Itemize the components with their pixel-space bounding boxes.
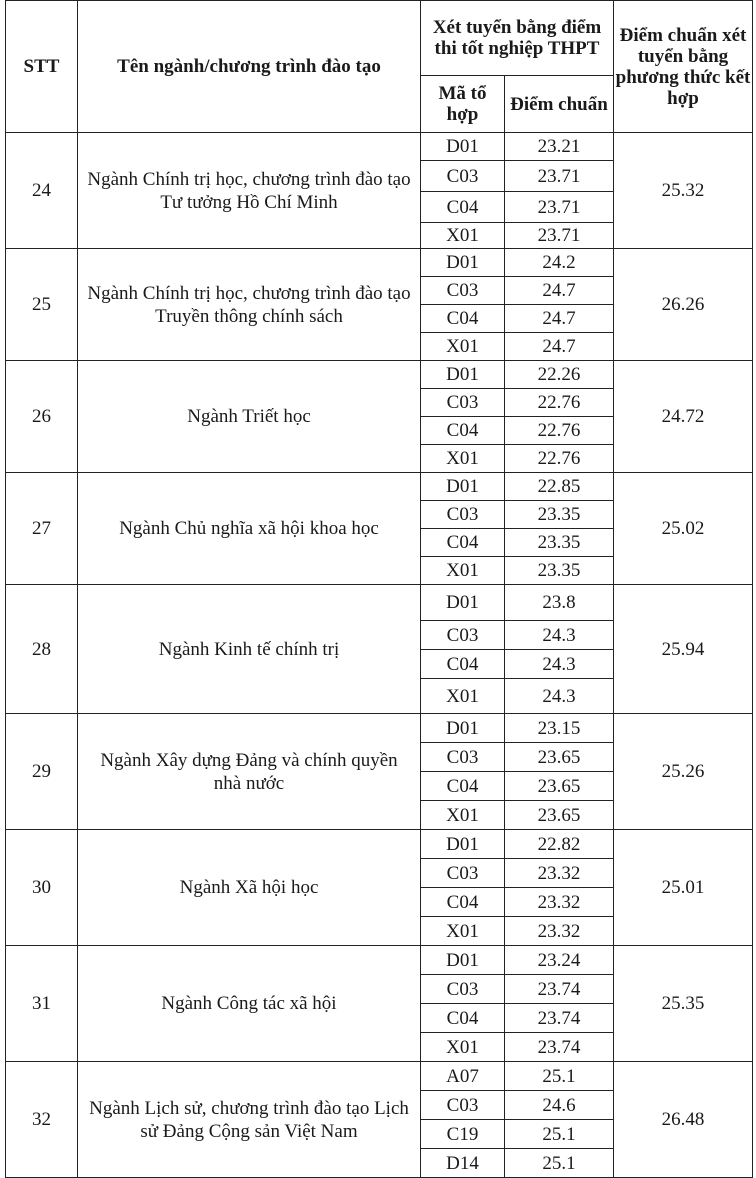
row-combo-code: C03 (421, 501, 505, 529)
row-combo-code: C03 (421, 621, 505, 650)
row-cutoff-score: 23.21 (505, 133, 614, 161)
row-cutoff-score: 23.15 (505, 714, 614, 743)
row-cutoff-score: 23.35 (505, 501, 614, 529)
row-program-name: Ngành Lịch sử, chương trình đào tạo Lịch sử Đảng Cộng sản Việt Nam (78, 1062, 421, 1178)
row-combo-code: X01 (421, 557, 505, 585)
row-combo-code: D01 (421, 830, 505, 859)
table-row (6, 946, 753, 975)
row-cutoff-score: 24.7 (505, 305, 614, 333)
row-combo-code: C03 (421, 743, 505, 772)
table-row (6, 361, 753, 389)
row-combo-code: C04 (421, 192, 505, 223)
row-combined-score: 26.48 (614, 1062, 753, 1178)
row-combo-code: X01 (421, 445, 505, 473)
row-combo-code: X01 (421, 801, 505, 830)
row-program-name: Ngành Triết học (78, 361, 421, 473)
table-row (6, 585, 753, 621)
row-stt: 28 (6, 585, 78, 714)
row-program-name: Ngành Kinh tế chính trị (78, 585, 421, 714)
row-combo-code: D01 (421, 361, 505, 389)
table-row (6, 830, 753, 859)
row-program-name: Ngành Xã hội học (78, 830, 421, 946)
header-program: Tên ngành/chương trình đào tạo (78, 1, 421, 133)
row-combo-code: C03 (421, 1091, 505, 1120)
row-combo-code: C04 (421, 417, 505, 445)
row-program-name: Ngành Chính trị học, chương trình đào tạo Truyền thông chính sách (78, 249, 421, 361)
row-combined-score: 25.02 (614, 473, 753, 585)
row-combined-score: 24.72 (614, 361, 753, 473)
row-cutoff-score: 24.3 (505, 650, 614, 679)
row-combo-code: C04 (421, 772, 505, 801)
row-stt: 31 (6, 946, 78, 1062)
row-cutoff-score: 23.71 (505, 161, 614, 192)
row-combo-code: X01 (421, 1033, 505, 1062)
document-page (5, 0, 752, 1178)
row-combo-code: C03 (421, 277, 505, 305)
row-cutoff-score: 24.6 (505, 1091, 614, 1120)
row-combo-code: C03 (421, 161, 505, 192)
header-combined: Điểm chuẩn xét tuyển bằng phương thức kết hợp (614, 1, 753, 133)
table-header-row (6, 1, 753, 76)
table-row (6, 714, 753, 743)
row-cutoff-score: 24.3 (505, 679, 614, 714)
row-stt: 32 (6, 1062, 78, 1178)
row-cutoff-score: 23.32 (505, 859, 614, 888)
table-row (6, 1062, 753, 1091)
table-row (6, 473, 753, 501)
row-cutoff-score: 23.35 (505, 529, 614, 557)
header-combo-code: Mã tổ hợp (421, 76, 505, 133)
row-cutoff-score: 23.65 (505, 772, 614, 801)
row-combined-score: 25.26 (614, 714, 753, 830)
row-cutoff-score: 25.1 (505, 1149, 614, 1178)
row-cutoff-score: 23.71 (505, 223, 614, 249)
row-combined-score: 25.01 (614, 830, 753, 946)
row-stt: 25 (6, 249, 78, 361)
row-stt: 30 (6, 830, 78, 946)
row-cutoff-score: 23.71 (505, 192, 614, 223)
row-combo-code: C04 (421, 1004, 505, 1033)
row-cutoff-score: 23.65 (505, 743, 614, 772)
row-combo-code: D01 (421, 473, 505, 501)
row-cutoff-score: 24.7 (505, 333, 614, 361)
row-combo-code: D01 (421, 133, 505, 161)
row-program-name: Ngành Công tác xã hội (78, 946, 421, 1062)
row-cutoff-score: 24.7 (505, 277, 614, 305)
row-cutoff-score: 23.32 (505, 917, 614, 946)
row-cutoff-score: 22.76 (505, 389, 614, 417)
row-combo-code: X01 (421, 679, 505, 714)
row-cutoff-score: 22.85 (505, 473, 614, 501)
table-row (6, 249, 753, 277)
row-cutoff-score: 23.8 (505, 585, 614, 621)
row-stt: 27 (6, 473, 78, 585)
row-combo-code: X01 (421, 223, 505, 249)
row-combined-score: 25.32 (614, 133, 753, 249)
row-combo-code: D01 (421, 249, 505, 277)
row-cutoff-score: 24.2 (505, 249, 614, 277)
row-stt: 29 (6, 714, 78, 830)
row-stt: 24 (6, 133, 78, 249)
row-cutoff-score: 23.35 (505, 557, 614, 585)
row-cutoff-score: 25.1 (505, 1120, 614, 1149)
row-combo-code: C19 (421, 1120, 505, 1149)
row-program-name: Ngành Chính trị học, chương trình đào tạo Tư tưởng Hồ Chí Minh (78, 133, 421, 249)
row-program-name: Ngành Chủ nghĩa xã hội khoa học (78, 473, 421, 585)
row-stt: 26 (6, 361, 78, 473)
row-combined-score: 25.94 (614, 585, 753, 714)
admission-score-table (5, 0, 753, 1178)
row-cutoff-score: 22.76 (505, 417, 614, 445)
row-combo-code: D01 (421, 714, 505, 743)
row-cutoff-score: 23.74 (505, 1033, 614, 1062)
row-cutoff-score: 23.74 (505, 975, 614, 1004)
header-stt: STT (6, 1, 78, 133)
row-cutoff-score: 22.26 (505, 361, 614, 389)
row-program-name: Ngành Xây dựng Đảng và chính quyền nhà nước (78, 714, 421, 830)
header-exam-group: Xét tuyển bằng điểm thi tốt nghiệp THPT (421, 1, 614, 76)
row-combo-code: D01 (421, 946, 505, 975)
row-cutoff-score: 25.1 (505, 1062, 614, 1091)
row-combo-code: A07 (421, 1062, 505, 1091)
table-row (6, 133, 753, 161)
row-combo-code: X01 (421, 333, 505, 361)
row-combo-code: C04 (421, 529, 505, 557)
row-combo-code: X01 (421, 917, 505, 946)
row-cutoff-score: 23.74 (505, 1004, 614, 1033)
row-cutoff-score: 22.82 (505, 830, 614, 859)
row-cutoff-score: 24.3 (505, 621, 614, 650)
row-cutoff-score: 22.76 (505, 445, 614, 473)
row-cutoff-score: 23.32 (505, 888, 614, 917)
row-combo-code: C03 (421, 389, 505, 417)
row-combo-code: D14 (421, 1149, 505, 1178)
row-combined-score: 26.26 (614, 249, 753, 361)
row-combo-code: C03 (421, 859, 505, 888)
row-combined-score: 25.35 (614, 946, 753, 1062)
row-combo-code: C04 (421, 305, 505, 333)
row-cutoff-score: 23.24 (505, 946, 614, 975)
header-cutoff: Điểm chuẩn (505, 76, 614, 133)
table-body (6, 133, 753, 1178)
row-combo-code: C03 (421, 975, 505, 1004)
row-combo-code: C04 (421, 650, 505, 679)
row-combo-code: C04 (421, 888, 505, 917)
row-combo-code: D01 (421, 585, 505, 621)
row-cutoff-score: 23.65 (505, 801, 614, 830)
